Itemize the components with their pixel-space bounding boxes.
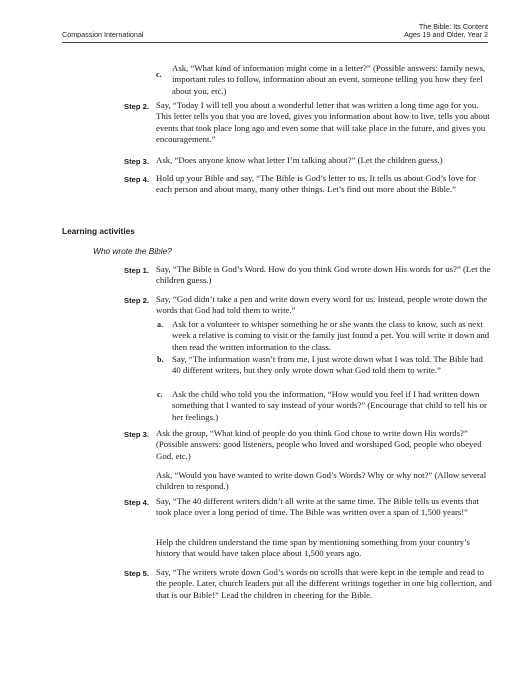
document-title-line1: The Bible: Its Content <box>418 21 488 31</box>
organization-name: Compassion International <box>62 30 144 39</box>
learning-step-2-sub-b-text: Say, “The information wasn’t from me, I just wrote down what I was told. The Bible had 40 different writers, but they only wrote down what God told them to write.” <box>172 354 483 376</box>
intro-step-4-label: Step 4. <box>124 175 149 184</box>
page-header <box>62 23 488 43</box>
intro-step-2-label: Step 2. <box>124 102 149 111</box>
learning-step-2-sub-c-label: c. <box>157 390 163 399</box>
learning-step-4-text-2: Help the children understand the time span by mentioning something from your country’s history that would have taken place about 1,500 years ago. <box>156 537 470 559</box>
learning-step-1-label: Step 1. <box>124 266 149 275</box>
learning-step-2-sub-a-label: a. <box>157 320 163 329</box>
section-heading: Learning activities <box>62 226 135 236</box>
intro-sub-c-text: Ask, “What kind of information might come in a letter?” (Possible answers: family news, important rules to follow, information about an event, someone telling you how they feel about you, etc.) <box>172 63 486 96</box>
learning-step-3-text: Ask the group, “What kind of people do you think God chose to write down His words?” (Possible answers: good listeners, people who loved and worshiped God, people who obeyed God, etc.) <box>156 428 482 461</box>
intro-sub-c-label: c. <box>156 70 162 79</box>
learning-step-4-text: Say, “The 40 different writers didn’t all write at the same time. The Bible tells us events that took place over a long period of time. The Bible was written over a span of 1,500 years!” <box>156 496 479 518</box>
learning-step-5-text: Say, “The writers wrote down God’s words on scrolls that were kept in the temple and read to the people. Later, church leaders put all the different writings together in one big collection, and that is our Bible!” Lead the children in cheering for the Bible. <box>156 567 492 600</box>
intro-step-2-text: Say, “Today I will tell you about a wonderful letter that was written a long time ago for you. This letter tells you that you are loved, gives you information about how to live, tells you about events that took place long ago and even some that will take place in the future, and gives you encouragement.” <box>156 100 490 145</box>
subsection-heading: Who wrote the Bible? <box>93 246 172 256</box>
document-title <box>404 23 488 40</box>
learning-step-2-sub-c-text: Ask the child who told you the information, “How would you feel if I had written down something that I wanted to say instead of your words?” (Encourage that child to tell his or her feelings.) <box>172 389 487 422</box>
learning-step-3-text-2: Ask, “Would you have wanted to write down God’s Words? Why or why not?” (Allow several children to respond.) <box>156 470 487 492</box>
learning-step-5-label: Step 5. <box>124 569 149 578</box>
learning-step-4-label: Step 4. <box>124 498 149 507</box>
document-title-line2: Ages 19 and Older, Year 2 <box>404 30 488 40</box>
learning-step-2-text: Say, “God didn’t take a pen and write down every word for us. Instead, people wrote down the words that God had told them to write.” <box>156 294 488 316</box>
learning-step-2-label: Step 2. <box>124 296 149 305</box>
learning-step-2-sub-b-label: b. <box>157 355 164 364</box>
learning-step-2-sub-a-text: Ask for a volunteer to whisper something he or she wants the class to know, such as next week a relative is coming to visit or the family just found a pet. You will write it down and then read the written information to the class. <box>172 319 490 352</box>
intro-step-3-text: Ask, “Does anyone know what letter I’m talking about?” (Let the children guess.) <box>156 155 443 165</box>
learning-step-1-text: Say, “The Bible is God’s Word. How do you think God wrote down His words for us?” (Let the children guess.) <box>156 264 491 286</box>
intro-step-3-label: Step 3. <box>124 157 149 166</box>
learning-step-3-label: Step 3. <box>124 430 149 439</box>
intro-step-4-text: Hold up your Bible and say, “The Bible is God’s letter to us. It tells us about God’s love for each person and about many, many other things. Let’s find out more about the Bible.” <box>156 173 476 195</box>
